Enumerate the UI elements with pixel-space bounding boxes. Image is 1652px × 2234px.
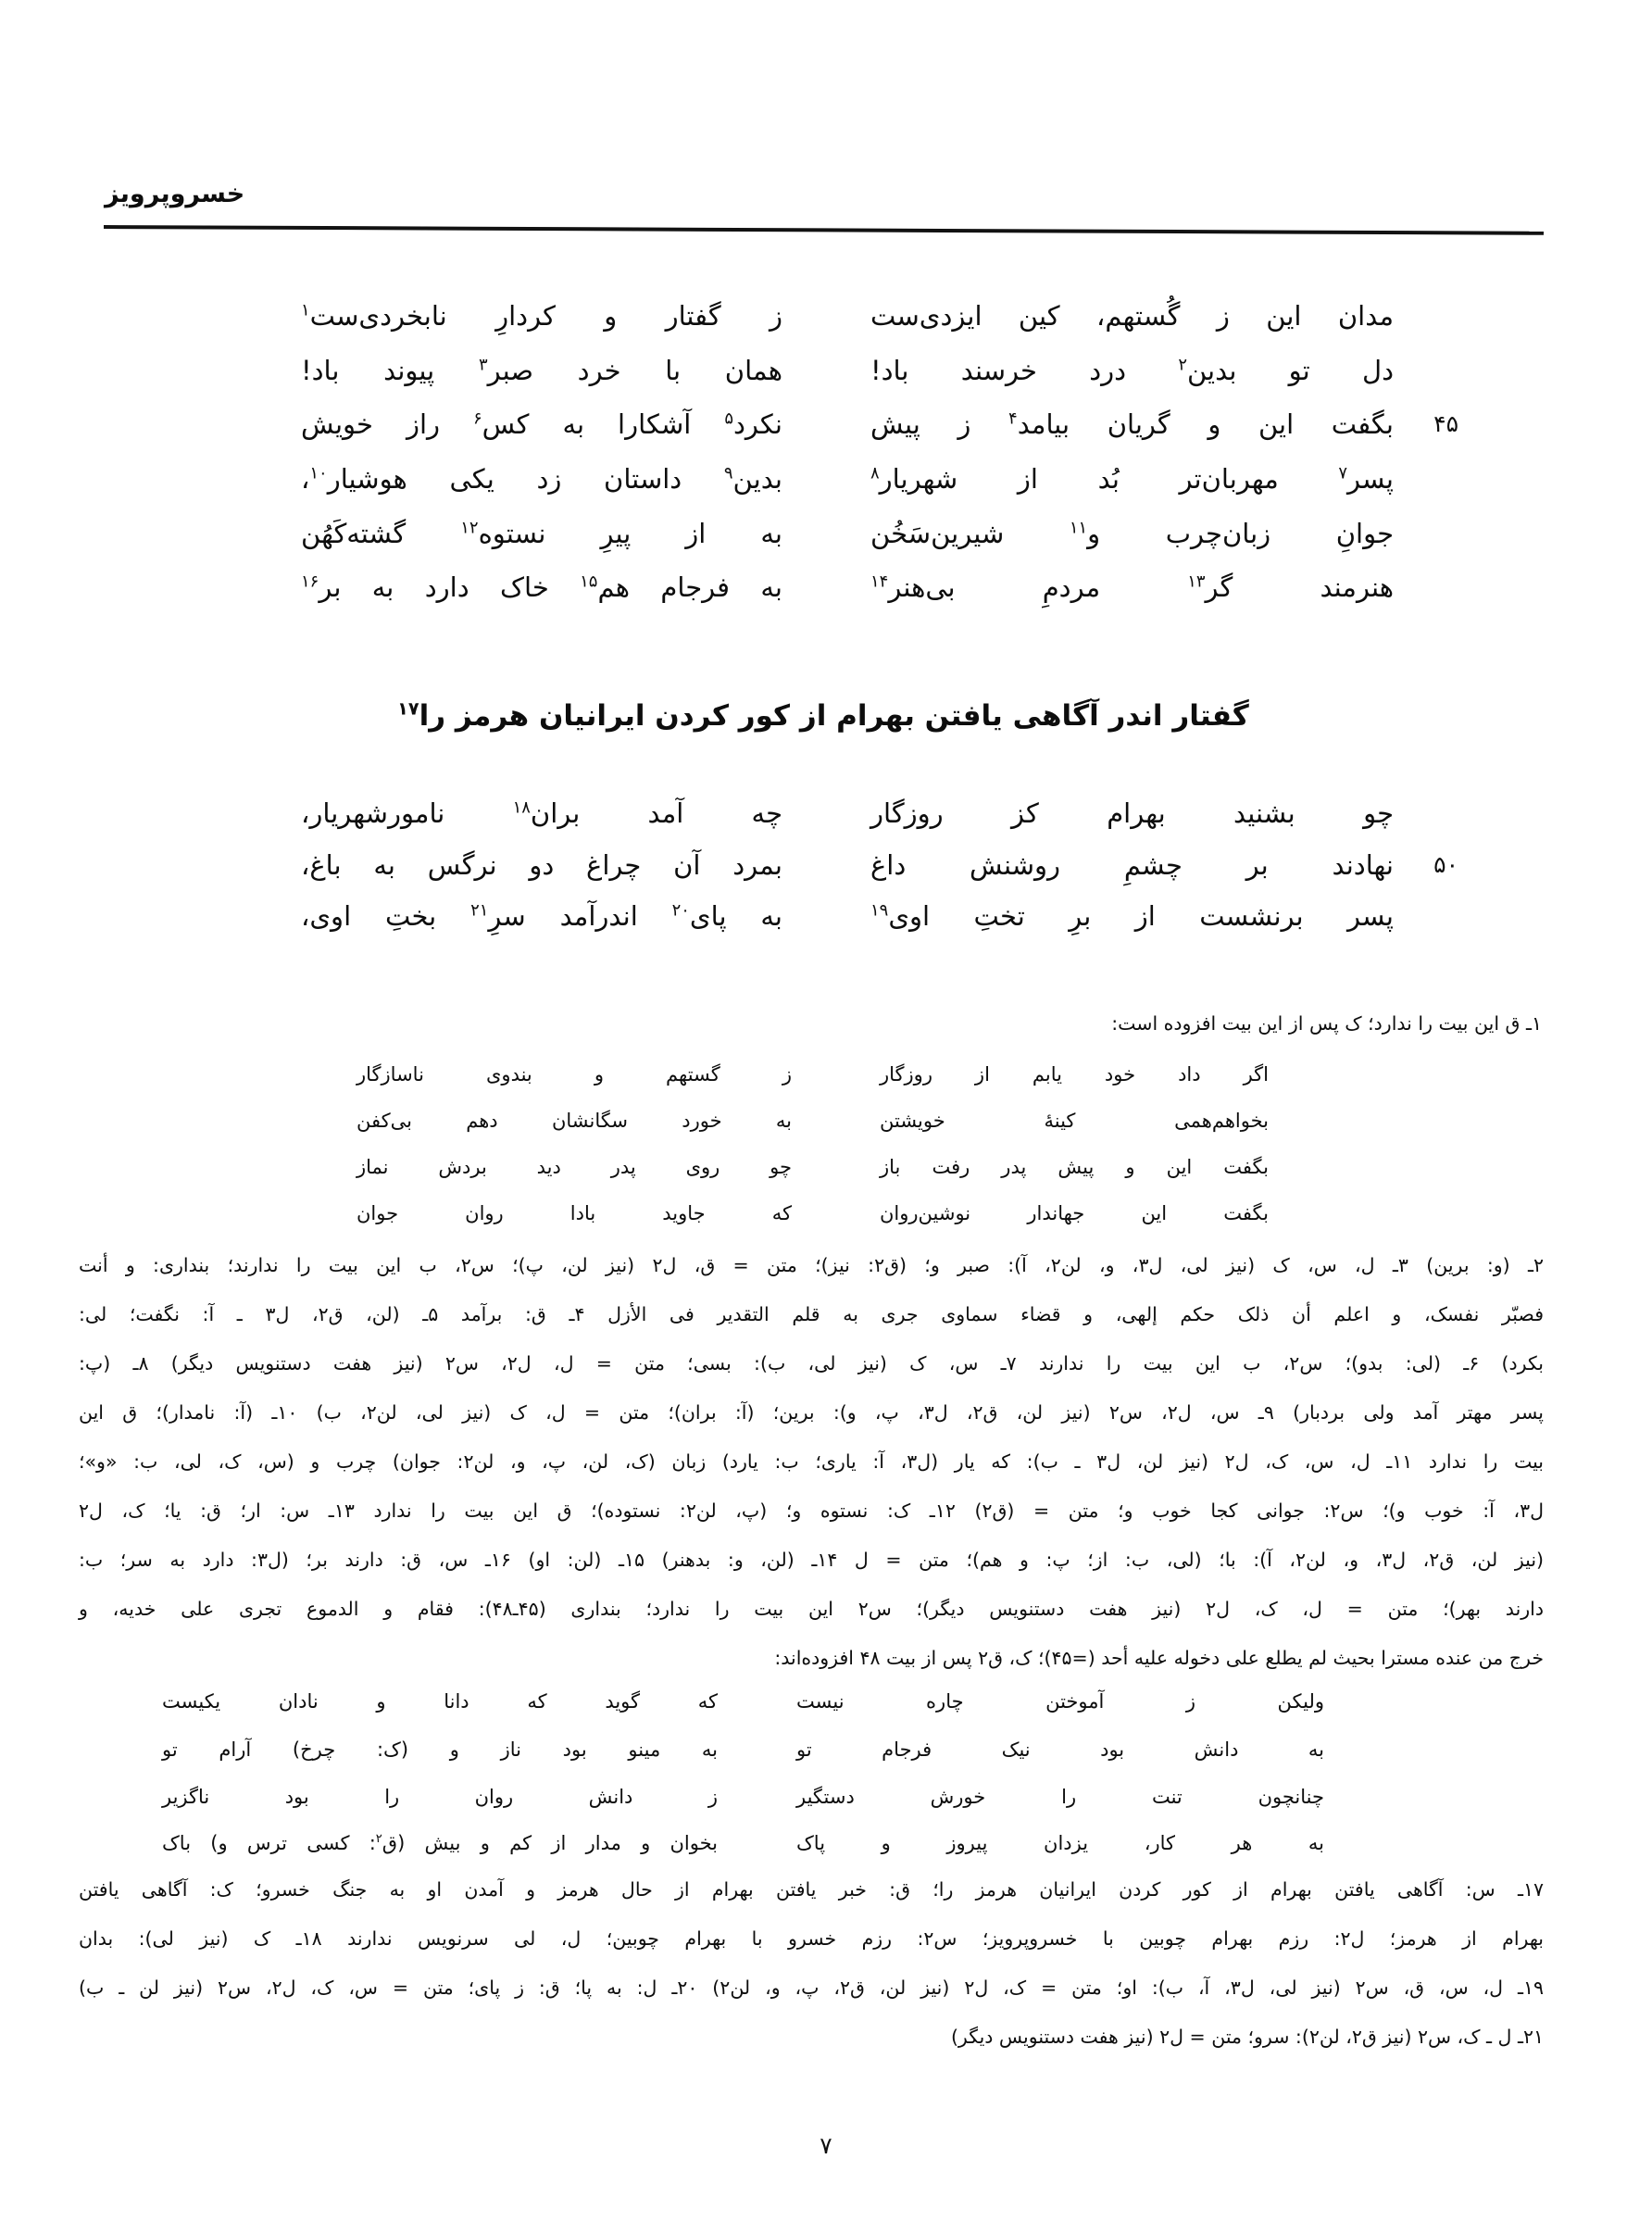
hemistich-left: چه آمد بران$^{۱۸}$ نامورشهریار، <box>301 797 782 829</box>
verse-number: ۴۵ <box>1433 410 1458 437</box>
footnote-couplet-row <box>162 1820 1324 1867</box>
verse-number <box>1394 344 1458 397</box>
running-header: خسروپرویز <box>105 180 245 208</box>
footnote-couplet-row <box>357 1144 1269 1190</box>
footnote-couplet-row <box>357 1190 1269 1236</box>
critical-apparatus <box>79 1865 1544 2062</box>
hemistich-right: ولیکن ز آموختن چاره نیست <box>796 1690 1324 1713</box>
hemistich-gap <box>718 1726 796 1774</box>
apparatus-line: بکرد) ۶ـ (لی: بدو)؛ س۲، ب این بیت را ندارند ۷ـ س، ک (نیز لی، ب): بسی؛ متن = ل، ل۲، س۲ (نیز هفت دستنویس دیگر) ۸ـ (پ: <box>79 1352 1544 1374</box>
couplet-row <box>301 786 1458 840</box>
hemistich-right: هنرمند گر$^{۱۳}$ مردمِ بی‌هنر$^{۱۴}$ <box>870 571 1394 603</box>
apparatus-line: بهرام از هرمز؛ ل۲: رزم بهرام چوبین با خسروپرویز؛ س۲: رزم خسرو با بهرام چوبین؛ ل، لی سرنویس ندارند ۱۸ـ ک (نیز لی): بدان <box>79 1927 1544 1950</box>
hemistich-right: پسر برنشست از برِ تختِ اوی$^{۱۹}$ <box>870 900 1394 932</box>
verse-number <box>1394 289 1458 343</box>
section-heading: گفتار اندر آگاهی یافتن بهرام از کور کردن ایرانیان هرمز را$^{۱۷}$ <box>397 697 1249 733</box>
hemistich-right: جوانِ زبان‌چرب و$^{۱۱}$ شیرین‌سَخُن <box>870 518 1394 549</box>
hemistich-gap <box>782 397 870 451</box>
apparatus-line: خرج من عنده مسترا بحیث لم یطلع علی دخوله علیه أحد (=۴۵)؛ ک، ق۲ پس از بیت ۴۸ افزوده‌اند: <box>774 1647 1544 1669</box>
verse-number: ۵۰ <box>1433 851 1458 878</box>
hemistich-left: بمرد آن چراغ دو نرگس به باغ، <box>301 849 782 881</box>
header-rule <box>104 225 1544 235</box>
footnote-couplet-row <box>162 1726 1324 1774</box>
hemistich-left: که گوید که دانا و نادان یکیست <box>162 1690 718 1713</box>
hemistich-left: همان با خرد صبر$^۳$ پیوند باد! <box>301 355 782 386</box>
verse-number <box>1394 452 1458 506</box>
apparatus-line: ل۳، آ: خوب و)؛ س۲: جوانی کجا خوب و؛ متن = (ق۲) ۱۲ـ ک: نستوه و؛ (پ، لن۲: نستوده)؛ ق این بیت را ندارد ۱۳ـ س: ار؛ ق: یا؛ ک، ل۲ <box>79 1500 1544 1522</box>
verse-number <box>1394 560 1458 614</box>
footnote-couplet-row <box>357 1098 1269 1144</box>
apparatus-line: ۲ـ (و: برین) ۳ـ ل، س، ک (نیز لی، ل۳، و، لن۲، آ): صبر و؛ (ق۲: نیز)؛ متن = ق، ل۲ (نیز لن، پ)؛ س۲، ب این بیت را ندارند؛ بنداری: و أنت <box>79 1254 1544 1276</box>
hemistich-gap <box>782 889 870 943</box>
verse-number <box>1394 889 1458 943</box>
hemistich-right: بگفت این و پیش پدر رفت باز <box>880 1156 1269 1178</box>
footnote-couplet-row <box>162 1678 1324 1726</box>
hemistich-gap <box>792 1098 880 1144</box>
hemistich-right: به دانش بود نیک فرجام تو <box>796 1738 1324 1761</box>
footnote-couplet-row <box>162 1774 1324 1821</box>
hemistich-left: چو روی پدر دید بردش نماز <box>357 1156 792 1178</box>
apparatus-line: ۱۷ـ س: آگاهی یافتن بهرام از کور کردن ایرانیان هرمز را؛ ق: خبر یافتن بهرام از حال هرمز و آمدن او به جنگ خسرو؛ ک: آگاهی یافتن <box>79 1878 1544 1901</box>
couplet-row <box>301 507 1458 560</box>
hemistich-left: به پای$^{۲۰}$ اندرآمد سرِ$^{۲۱}$ بختِ اوی، <box>301 900 783 932</box>
hemistich-right: نهادند بر چشمِ روشنش داغ <box>870 849 1394 881</box>
hemistich-right: بخواهم‌همی کینهٔ خویشتن <box>880 1110 1269 1132</box>
hemistich-gap <box>782 838 870 892</box>
hemistich-gap <box>718 1774 796 1821</box>
hemistich-right: چنانچون تنت را خورش دستگیر <box>796 1786 1324 1808</box>
couplet-row <box>301 560 1458 614</box>
hemistich-left: به مینو بود ناز و (ک: چرخ) آرام تو <box>162 1738 718 1761</box>
couplet-row <box>301 889 1458 943</box>
hemistich-right: مدان این ز گُستهم، کین ایزدی‌ست <box>870 300 1394 332</box>
hemistich-right: دل تو بدین$^۲$ درد خرسند باد! <box>870 355 1394 386</box>
footnote-intro: ۱ـ ق این بیت را ندارد؛ ک پس از این بیت افزوده است: <box>1111 1012 1542 1035</box>
hemistich-gap <box>718 1678 796 1726</box>
hemistich-gap <box>782 560 870 614</box>
hemistich-gap <box>792 1144 880 1190</box>
hemistich-right: چو بشنید بهرام کز روزگار <box>870 797 1394 829</box>
hemistich-left: ز دانش روان را بود ناگزیر <box>162 1786 718 1808</box>
apparatus-line: ۱۹ـ ل، س، ق، س۲ (نیز لی، ل۳، آ، ب): او؛ متن = ک، ل۲ (نیز لن، ق۲، پ، و، لن۲) ۲۰ـ ل: به پا؛ ق: ز پای؛ متن = س، ک، ل۲، س۲ (نیز لن ـ ب) <box>79 1977 1545 1999</box>
couplet-row <box>301 452 1458 506</box>
apparatus-line: بیت را ندارد ۱۱ـ ل، س، ک، ل۲ (نیز لن، ل۳ ـ ب): که یار (ل۳، آ: یاری؛ ب: یارد) زبان (ک، لن، پ، و، لن۲: جوان) چرب و (س، ک، لی، ب: «و»؛ <box>79 1450 1544 1473</box>
critical-apparatus <box>79 1241 1544 1683</box>
apparatus-line: پسر مهتر آمد ولی بردبار) ۹ـ س، ل۲، س۲ (نیز لن، ق۲، ل۳، پ، و): برین؛ (آ: بران)؛ متن = ل، ک (نیز لی، لن۲، ب) ۱۰ـ (آ: نامدار)؛ ق این <box>79 1401 1544 1424</box>
hemistich-gap <box>782 289 870 343</box>
hemistich-left: به فرجام هم$^{۱۵}$ خاک دارد به بر$^{۱۶}$ <box>301 571 782 603</box>
page-number: ۷ <box>820 2132 832 2159</box>
hemistich-gap <box>782 452 870 506</box>
hemistich-gap <box>782 786 870 840</box>
hemistich-left: به خورد سگانشان دهم بی‌کفن <box>357 1110 792 1132</box>
hemistich-gap <box>782 344 870 397</box>
apparatus-line: فصبّر نفسک، و اعلم أن ذلک حکم إلهی، و قضاء سماوی جری به قلم التقدیر فی الأزل ۴ـ ق: برآمد ۵ـ (لن، ق۲، ل۳ ـ آ: نگفت؛ لی: <box>79 1303 1544 1325</box>
apparatus-line: ۲۱ـ ل ـ ک، س۲ (نیز ق۲، لن۲): سرو؛ متن = ل۲ (نیز هفت دستنویس دیگر) <box>950 2026 1544 2048</box>
hemistich-right: بگفت این جهاندار نوشین‌روان <box>880 1202 1269 1224</box>
hemistich-left: که جاوید بادا روان جوان <box>357 1202 792 1224</box>
couplet-row <box>301 397 1458 451</box>
hemistich-left: بخوان و مدار از کم و بیش (ق$^۲$: کسی ترس و) باک <box>162 1832 718 1854</box>
hemistich-right: پسر$^۷$ مهربان‌تر بُد از شهریار$^۸$ <box>870 463 1394 495</box>
hemistich-left: بدین$^۹$ داستان زد یکی هوشیار$^{۱۰}$، <box>301 463 782 495</box>
verse-number <box>1394 786 1458 840</box>
hemistich-left: نکرد$^۵$ آشکارا به کس$^۶$ راز خویش <box>301 408 782 440</box>
couplet-row <box>301 289 1458 343</box>
hemistich-left: ز گستهم و بندوی ناسازگار <box>357 1063 792 1086</box>
apparatus-line: (نیز لن، ق۲، ل۳، و، لن۲، آ): با؛ (لی، ب: از؛ پ: و هم)؛ متن = ل ۱۴ـ (لن، و: بدهنر) ۱۵ـ (لن: او) ۱۶ـ س، ق: دارند بر؛ (ل۳: دارد به سر؛ ب: <box>79 1549 1545 1571</box>
verse-number <box>1394 507 1458 560</box>
hemistich-right: بگفت این و گریان بیامد$^۴$ ز پیش <box>870 408 1394 440</box>
hemistich-left: ز گفتار و کردارِ نابخردی‌ست$^۱$ <box>301 300 782 332</box>
hemistich-gap <box>718 1820 796 1867</box>
couplet-row <box>301 838 1458 892</box>
footnote-couplet-row <box>357 1051 1269 1098</box>
apparatus-line: دارند بهر)؛ متن = ل، ک، ل۲ (نیز هفت دستنویس دیگر)؛ س۲ این بیت را ندارد؛ بنداری (۴۵ـ۴۸): فقام و الدموع تجری علی خدیه، و <box>79 1598 1545 1620</box>
couplet-row <box>301 344 1458 397</box>
hemistich-right: به هر کار، یزدان پیروز و پاک <box>796 1832 1324 1854</box>
hemistich-gap <box>792 1051 880 1098</box>
hemistich-gap <box>792 1190 880 1236</box>
hemistich-gap <box>782 507 870 560</box>
hemistich-right: اگر داد خود یابم از روزگار <box>880 1063 1269 1086</box>
hemistich-left: به از پیرِ نستوه$^{۱۲}$ گشته‌کَهُن <box>301 518 782 549</box>
